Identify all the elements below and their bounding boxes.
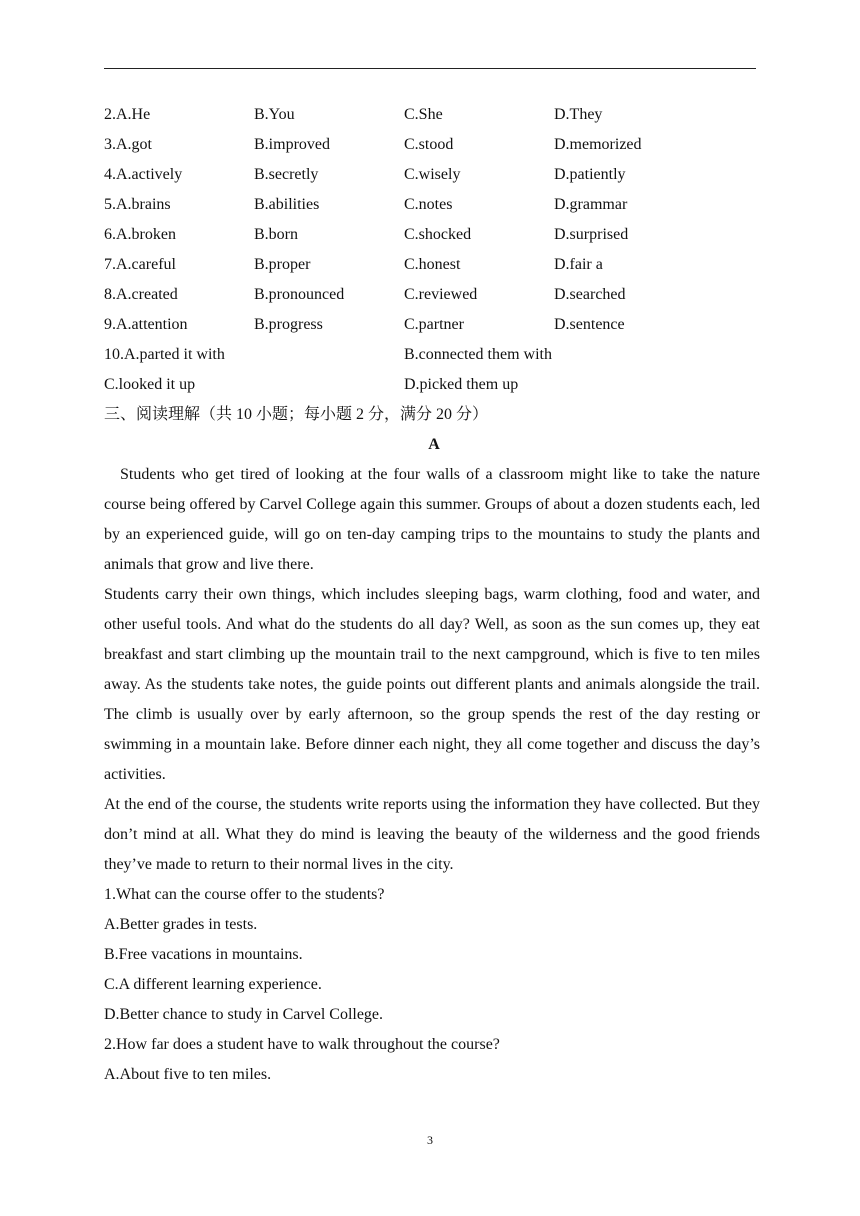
option-b: B.abilities (254, 196, 320, 213)
header-rule (104, 68, 756, 69)
question-1-option-a: A.Better grades in tests. (104, 916, 258, 933)
section-title: 三、阅读理解（共 10 小题；每小题 2 分，满分 20 分） (104, 406, 489, 423)
option-a: 7.A.careful (104, 256, 176, 273)
option-b: B.improved (254, 136, 330, 153)
option-d: D.searched (554, 286, 626, 303)
option-row-9 (104, 310, 764, 340)
option-row-2 (104, 100, 764, 130)
option-row-8 (104, 280, 764, 310)
option-d: D.patiently (554, 166, 626, 183)
option-b: B.proper (254, 256, 311, 273)
option-b: B.secretly (254, 166, 319, 183)
option-a: 6.A.broken (104, 226, 176, 243)
passage-paragraph-2: Students carry their own things, which includes sleeping bags, warm clothing, food and water, and other useful tools. And what do the students do all day? Well, as soon as the sun comes up, they eat breakfast and start climbing up the mountain trail to the next campground, which is five to ten miles away. As the students take notes, the guide points out different plants and animals alongside the trail. The climb is usually over by early afternoon, so the group spends the rest of the day resting or swimming in a mountain lake. Before dinner each night, they all come together and discuss the day’s activities. (104, 586, 760, 783)
option-c: C.notes (404, 196, 453, 213)
option-row-6 (104, 220, 764, 250)
option-a: 10.A.parted it with (104, 346, 225, 363)
page-content (104, 100, 764, 1090)
option-c: C.looked it up (104, 376, 196, 393)
passage-paragraph-1: Students who get tired of looking at the four walls of a classroom might like to take the nature course being offered by Carvel College again this summer. Groups of about a dozen students each, led by an experienced guide, will go on ten-day camping trips to the mountains to study the plants and animals that grow and live there. (104, 466, 760, 573)
option-row-3 (104, 130, 764, 160)
option-b: B.progress (254, 316, 323, 333)
passage-paragraph-3: At the end of the course, the students write reports using the information they have collected. But they don’t mind at all. What they do mind is leaving the beauty of the wilderness and the good friends they’ve made to return to their normal lives in the city. (104, 796, 760, 873)
option-row-5 (104, 190, 764, 220)
option-d: D.grammar (554, 196, 628, 213)
question-2-stem: 2.How far does a student have to walk throughout the course? (104, 1036, 500, 1053)
question-2-option-a: A.About five to ten miles. (104, 1066, 272, 1083)
option-b: B.connected them with (404, 346, 552, 363)
option-row-10-ab (104, 340, 764, 370)
option-c: C.shocked (404, 226, 472, 243)
option-b: B.pronounced (254, 286, 345, 303)
option-c: C.reviewed (404, 286, 478, 303)
option-row-4 (104, 160, 764, 190)
option-c: C.stood (404, 136, 454, 153)
option-a: 4.A.actively (104, 166, 183, 183)
option-c: C.honest (404, 256, 461, 273)
question-1-option-c: C.A different learning experience. (104, 976, 322, 993)
option-a: 2.A.He (104, 106, 151, 123)
passage-label: A (428, 436, 440, 453)
option-d: D.memorized (554, 136, 642, 153)
option-d: D.They (554, 106, 603, 123)
option-a: 8.A.created (104, 286, 178, 303)
option-b: B.born (254, 226, 298, 243)
option-d: D.surprised (554, 226, 629, 243)
option-row-10-cd (104, 370, 764, 400)
question-1-option-d: D.Better chance to study in Carvel College. (104, 1006, 384, 1023)
option-d: D.fair a (554, 256, 603, 273)
option-d: D.picked them up (404, 376, 519, 393)
option-d: D.sentence (554, 316, 625, 333)
option-a: 3.A.got (104, 136, 152, 153)
question-1-option-b: B.Free vacations in mountains. (104, 946, 303, 963)
option-c: C.partner (404, 316, 464, 333)
option-b: B.You (254, 106, 295, 123)
option-c: C.She (404, 106, 443, 123)
page-number: 3 (427, 1133, 433, 1147)
option-c: C.wisely (404, 166, 461, 183)
option-row-7 (104, 250, 764, 280)
option-a: 5.A.brains (104, 196, 171, 213)
question-1-stem: 1.What can the course offer to the students? (104, 886, 385, 903)
option-a: 9.A.attention (104, 316, 188, 333)
